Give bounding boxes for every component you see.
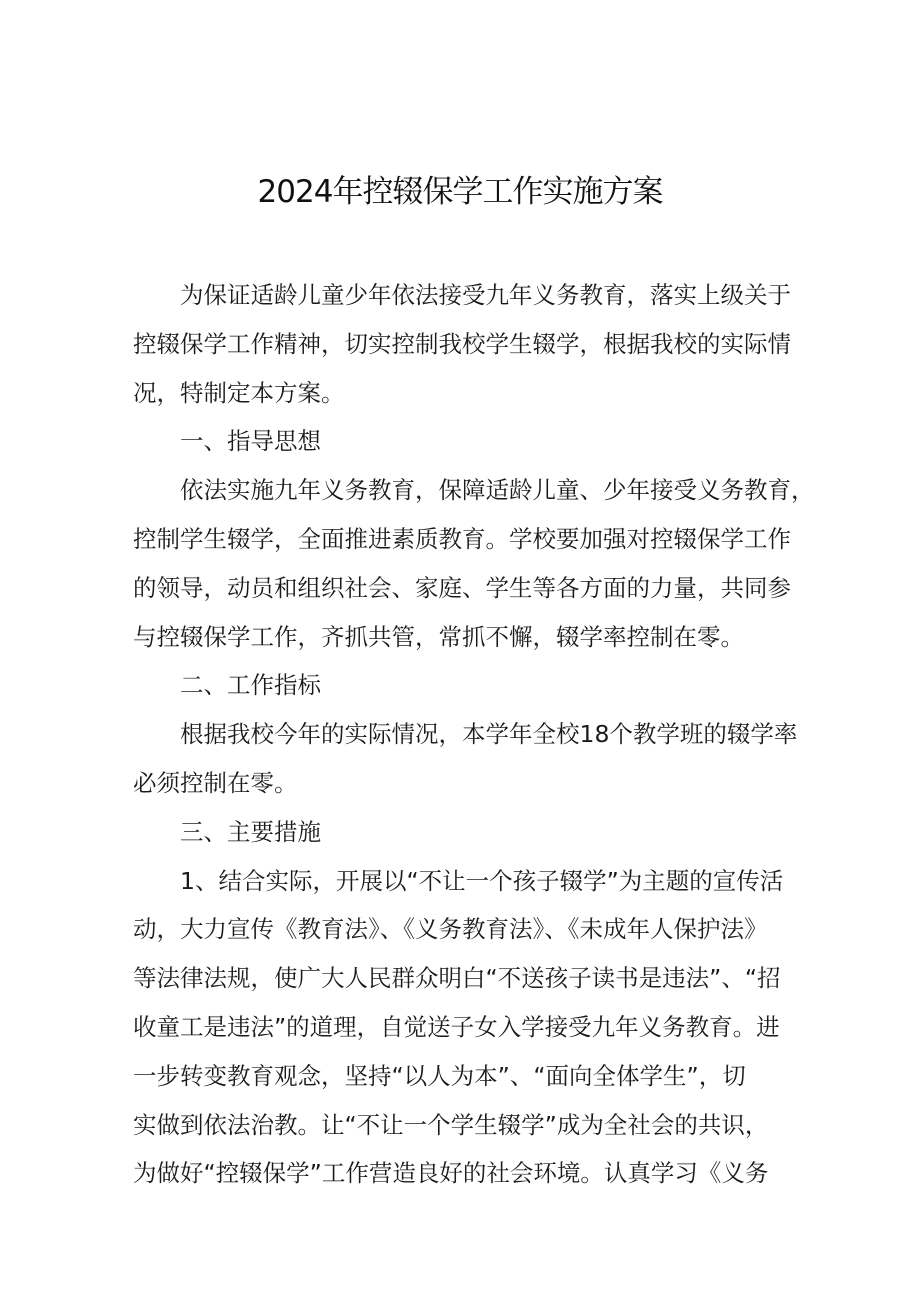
- paragraph-line: 的领导，动员和组织社会、家庭、学生等各方面的力量，共同参: [133, 573, 791, 602]
- paragraph-line: 况，特制定本方案。: [133, 378, 345, 407]
- paragraph-line: 根据我校今年的实际情况，本学年全校18个教学班的辍学率: [180, 720, 798, 749]
- paragraph-line: 实做到依法治教。让“不让一个学生辍学”成为全社会的共识，: [133, 1110, 769, 1139]
- paragraph-line: 为保证适龄儿童少年依法接受九年义务教育，落实上级关于: [180, 281, 791, 309]
- document-title: 2024年控辍保学工作实施方案: [257, 174, 663, 210]
- paragraph-line: 一步转变教育观念，坚持“以人为本”、“面向全体学生”，切: [133, 1061, 746, 1090]
- paragraph-line: 收童工是违法”的道理，自觉送子女入学接受九年义务教育。进: [133, 1012, 780, 1041]
- paragraph-line: 为做好“控辍保学”工作营造良好的社会环境。认真学习《义务: [133, 1159, 769, 1188]
- paragraph-line: 等法律法规，使广大人民群众明白“不送孩子读书是违法”、“招: [133, 964, 781, 993]
- paragraph-line: 1、结合实际，开展以“不让一个孩子辍学”为主题的宣传活: [180, 866, 784, 895]
- section-heading: 三、主要措施: [180, 817, 321, 846]
- paragraph-line: 动，大力宣传《教育法》、《义务教育法》、《未成年人保护法》: [133, 915, 768, 944]
- paragraph-line: 控辍保学工作精神，切实控制我校学生辍学，根据我校的实际情: [133, 329, 791, 358]
- paragraph-line: 控制学生辍学，全面推进素质教育。学校要加强对控辍保学工作: [133, 524, 791, 553]
- paragraph-line: 必须控制在零。: [133, 768, 298, 797]
- paragraph-line: 与控辍保学工作，齐抓共管，常抓不懈，辍学率控制在零。: [133, 622, 744, 651]
- document-body: [133, 271, 815, 1198]
- section-heading: 一、指导思想: [180, 427, 321, 456]
- paragraph-line: 依法实施九年义务教育，保障适龄儿童、少年接受义务教育，: [180, 476, 815, 505]
- section-heading: 二、工作指标: [180, 671, 321, 700]
